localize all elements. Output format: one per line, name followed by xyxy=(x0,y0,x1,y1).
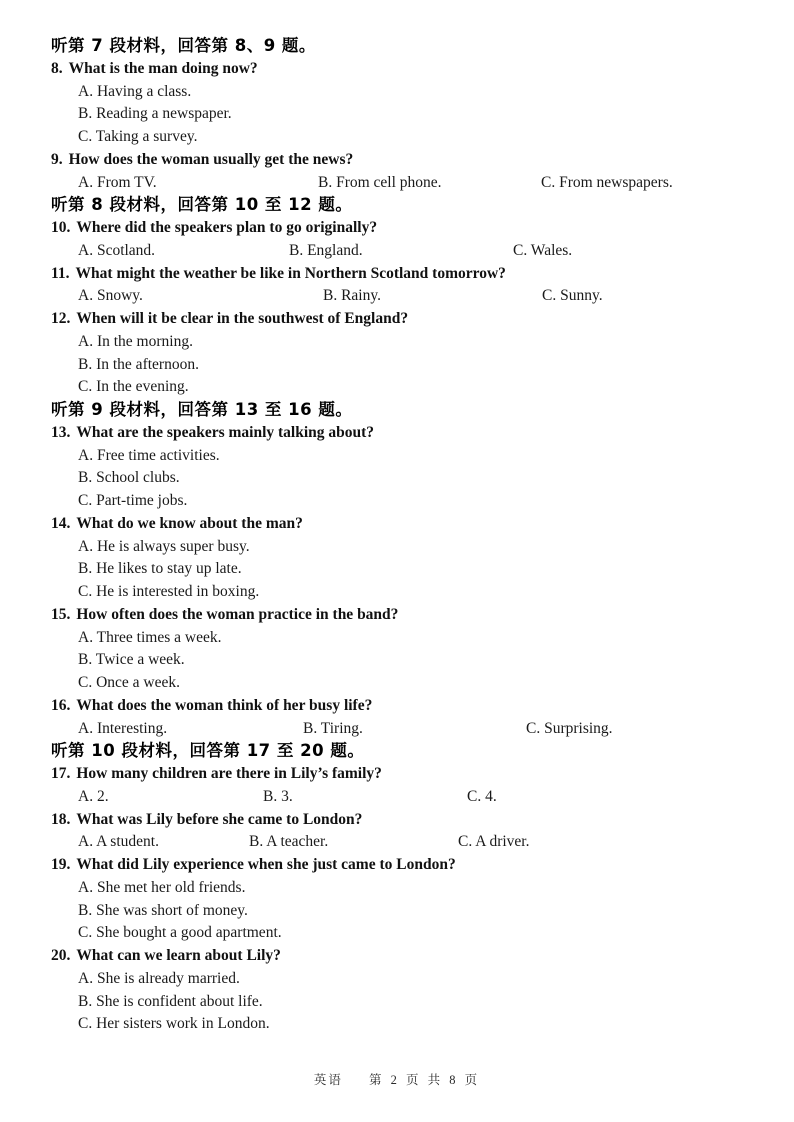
option: A. He is always super busy. xyxy=(78,537,250,555)
option: C. She bought a good apartment. xyxy=(78,924,282,942)
question-text: What is the man doing now? xyxy=(68,59,258,77)
option: A. A student. xyxy=(78,833,159,851)
question-number: 15. xyxy=(51,605,71,623)
option: B. England. xyxy=(289,241,363,259)
option: B. Reading a newspaper. xyxy=(78,105,232,123)
question-number: 17. xyxy=(51,765,71,782)
listening-section xyxy=(51,35,764,1036)
question-line xyxy=(51,308,764,331)
question-text: What do we know about the man? xyxy=(76,514,303,532)
option: B. Twice a week. xyxy=(78,651,185,669)
section-header: 听第 9 段材料，回答第 13 至 16 题。 xyxy=(51,400,353,419)
question-number: 8. xyxy=(51,59,63,77)
section-header: 听第 10 段材料，回答第 17 至 20 题。 xyxy=(51,741,365,761)
options-row xyxy=(51,285,764,308)
question-number: 16. xyxy=(51,696,71,714)
options-row xyxy=(51,718,764,741)
option: C. Surprising. xyxy=(526,719,613,737)
section-header: 听第 8 段材料，回答第 10 至 12 题。 xyxy=(51,195,353,215)
option: A. She met her old friends. xyxy=(78,878,246,896)
option: A. Three times a week. xyxy=(78,628,222,646)
question-text: What did Lily experience when she just came to London? xyxy=(76,856,456,873)
option: B. From cell phone. xyxy=(318,173,442,191)
option: A. Free time activities. xyxy=(78,446,220,464)
question-number: 10. xyxy=(51,219,71,236)
question-line xyxy=(51,604,764,627)
option: B. A teacher. xyxy=(249,833,329,851)
option: C. In the evening. xyxy=(78,378,189,396)
question-text: When will it be clear in the southwest of England? xyxy=(76,310,409,327)
options-row xyxy=(51,240,764,263)
option: A. Scotland. xyxy=(78,241,156,259)
question-text: Where did the speakers plan to go originally? xyxy=(76,219,378,236)
option: B. In the afternoon. xyxy=(78,355,199,373)
option: A. 2. xyxy=(78,787,109,805)
question-text: What might the weather be like in Northern Scotland tomorrow? xyxy=(75,264,506,282)
question-number: 14. xyxy=(51,514,71,532)
question-text: What was Lily before she came to London? xyxy=(76,810,363,828)
options-row xyxy=(51,172,764,195)
footer-page-number: 第 2 页 共 8 页 xyxy=(368,1073,481,1087)
footer-subject-label: 英语 xyxy=(313,1073,343,1087)
question-number: 20. xyxy=(51,947,71,964)
question-text: How many children are there in Lily’s family? xyxy=(76,765,382,782)
option: A. Snowy. xyxy=(78,287,143,305)
question-line xyxy=(51,58,764,81)
question-line xyxy=(51,763,764,786)
question-line xyxy=(51,263,764,286)
question-text: What can we learn about Lily? xyxy=(76,947,281,964)
option: C. Taking a survey. xyxy=(78,128,198,145)
question-number: 11. xyxy=(51,264,70,282)
option: B. Rainy. xyxy=(323,287,381,305)
option: C. Once a week. xyxy=(78,674,180,691)
question-text: What does the woman think of her busy life? xyxy=(76,696,373,714)
question-number: 18. xyxy=(51,810,71,828)
option: C. From newspapers. xyxy=(541,173,673,191)
options-row xyxy=(51,831,764,854)
option: B. Tiring. xyxy=(303,719,363,737)
question-text: How does the woman usually get the news? xyxy=(68,150,354,168)
question-line xyxy=(51,422,764,445)
option: A. From TV. xyxy=(78,173,157,191)
option: A. She is already married. xyxy=(78,969,240,987)
option: C. Wales. xyxy=(513,241,573,259)
option: C. Her sisters work in London. xyxy=(78,1015,270,1033)
option: B. He likes to stay up late. xyxy=(78,560,242,578)
option: A. Having a class. xyxy=(78,82,192,100)
question-text: What are the speakers mainly talking about? xyxy=(76,423,375,441)
option: B. She was short of money. xyxy=(78,901,248,919)
option: A. In the morning. xyxy=(78,332,193,350)
question-line xyxy=(51,149,764,172)
option: B. 3. xyxy=(263,787,293,805)
option: A. Interesting. xyxy=(78,719,168,737)
question-number: 12. xyxy=(51,310,71,327)
question-number: 19. xyxy=(51,856,71,873)
option: C. He is interested in boxing. xyxy=(78,583,260,600)
question-number: 13. xyxy=(51,423,71,441)
option: C. A driver. xyxy=(458,833,530,851)
option: B. School clubs. xyxy=(78,469,180,487)
page-footer xyxy=(0,1070,794,1088)
option: C. 4. xyxy=(467,787,497,805)
option: B. She is confident about life. xyxy=(78,992,263,1010)
question-line xyxy=(51,945,764,968)
option: C. Sunny. xyxy=(542,287,603,305)
section-header: 听第 7 段材料，回答第 8、9 题。 xyxy=(51,36,316,55)
question-line xyxy=(51,695,764,718)
question-number: 9. xyxy=(51,150,63,168)
option: C. Part-time jobs. xyxy=(78,492,188,509)
question-line xyxy=(51,854,764,877)
question-text: How often does the woman practice in the band? xyxy=(76,605,399,623)
question-line xyxy=(51,809,764,832)
question-line xyxy=(51,513,764,536)
options-row xyxy=(51,786,764,809)
question-line xyxy=(51,217,764,240)
